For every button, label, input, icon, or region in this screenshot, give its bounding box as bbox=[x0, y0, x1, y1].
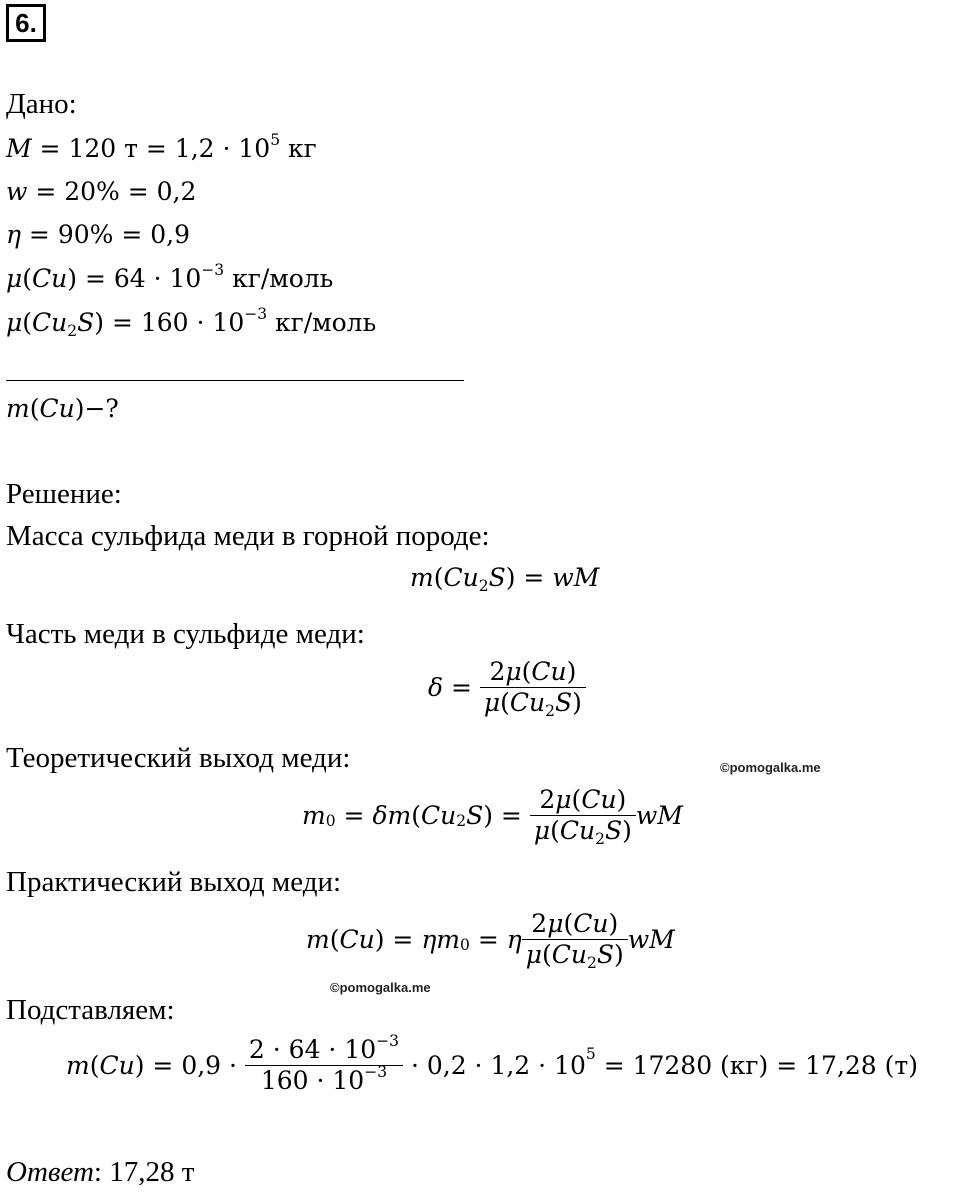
step2-text: Часть меди в сульфиде меди: bbox=[6, 618, 365, 650]
step4-text: Практический выход меди: bbox=[6, 866, 342, 898]
find-line: m(Cu)−? bbox=[6, 394, 119, 423]
fraction-practical: $\frac{2\mu(Cu)}{\mu(Cu_2S)}$ bbox=[522, 910, 628, 970]
given-line-efficiency: η = 90% = 0,9 bbox=[6, 220, 190, 249]
watermark-bottom: ©pomogalka.me bbox=[330, 980, 431, 995]
answer-line bbox=[6, 1156, 194, 1189]
given-divider bbox=[6, 380, 464, 381]
given-line-fraction: w = 20% = 0,2 bbox=[6, 177, 197, 206]
answer-value: : 17,28 т bbox=[93, 1156, 195, 1188]
given-heading: Дано: bbox=[6, 88, 77, 120]
fraction-substitution: $\frac{2 \cdot 64 \cdot 10^{-3}}{160 \cdot 10^{-3}}$ bbox=[245, 1036, 403, 1096]
problem-number: 6. bbox=[6, 4, 46, 42]
formula-theoretical-yield: m $_0$ = δm ( Cu $_2$ S ) = $\frac{2\mu(Cu)}{\mu(Cu_2S)}$ wM bbox=[302, 785, 683, 849]
given-line-molar-cu2s: $\mu(Cu_2S) = 160 \cdot 10^{-3}$ кг/моль bbox=[6, 305, 377, 341]
final-result: = 17280 (кг) = 17,28 (т) bbox=[603, 1051, 918, 1081]
formula-sulfide-mass: $m(Cu_2S)$ = wM bbox=[410, 563, 600, 596]
fraction-copper-share: $\frac{2\mu(Cu)}{\mu(Cu_2S)}$ bbox=[480, 658, 586, 718]
formula-copper-fraction: δ = $\frac{2\mu(Cu)}{\mu(Cu_2S)}$ bbox=[428, 658, 586, 718]
fraction-theoretical: $\frac{2\mu(Cu)}{\mu(Cu_2S)}$ bbox=[530, 786, 636, 846]
given-line-molar-cu: $\mu(Cu) = 64 \cdot 10^{-3}$ кг/моль bbox=[6, 261, 334, 293]
answer-label: Ответ bbox=[6, 1156, 94, 1188]
step5-text: Подставляем: bbox=[6, 994, 175, 1026]
solution-heading: Решение: bbox=[6, 478, 122, 510]
step3-text: Теоретический выход меди: bbox=[6, 742, 351, 774]
watermark-top: ©pomogalka.me bbox=[720, 760, 821, 775]
step1-text: Масса сульфида меди в горной породе: bbox=[6, 520, 490, 552]
formula-practical-yield: m ( Cu ) = ηm $_0$ = η $\frac{2\mu(Cu)}{\mu(Cu_2S)}$ wM bbox=[306, 909, 675, 973]
formula-substitution: m ( Cu ) = 0,9 · $\frac{2 \cdot 64 \cdot 10^{-3}}{160 \cdot 10^{-3}}$ · 0,2 · 1,2 · 10 $^5$ = 17280 (кг) = 17,28 (т) bbox=[66, 1032, 918, 1095]
given-line-mass: M = 120 $т = 1,2 \cdot 10^5$ кг bbox=[6, 131, 317, 163]
